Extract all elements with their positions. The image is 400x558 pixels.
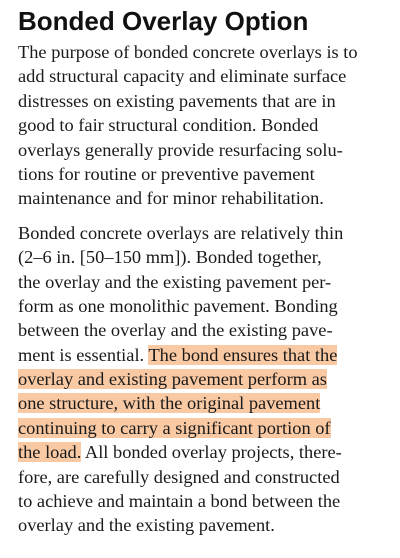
text-line	[18, 343, 388, 367]
plain-text: ment is essential.	[18, 344, 149, 365]
document-page	[18, 4, 388, 538]
text-line: maintenance and for minor rehabilitation.	[18, 188, 324, 209]
text-line: overlays generally provide resurfacing solu-	[18, 139, 343, 160]
paragraph-bonded-thin	[18, 221, 388, 538]
highlighted-text: overlay and existing pavement perform as	[18, 369, 327, 390]
text-line	[18, 391, 388, 415]
highlighted-text: one structure, with the original pavement	[18, 393, 321, 414]
text-line: the overlay and the existing pavement per-	[18, 271, 332, 292]
text-line: form as one monolithic pavement. Bonding	[18, 295, 338, 316]
highlighted-text: continuing to carry a significant portion of	[18, 417, 331, 438]
text-line: between the overlay and the existing pave-	[18, 320, 333, 341]
text-line: to achieve and maintain a bond between the	[18, 491, 341, 512]
highlighted-text: the load.	[18, 442, 82, 463]
paragraph-gap	[18, 211, 388, 221]
text-line: distresses on existing pavements that are in	[18, 90, 336, 111]
text-line: (2–6 in. [50–150 mm]). Bonded together,	[18, 247, 322, 268]
text-line: add structural capacity and eliminate surface	[18, 66, 347, 87]
text-line: good to fair structural condition. Bonded	[18, 115, 319, 136]
text-line	[18, 367, 388, 391]
text-line: The purpose of bonded concrete overlays is to	[18, 42, 358, 62]
section-heading: Bonded Overlay Option	[18, 6, 309, 36]
text-line: overlay and the existing pavement.	[18, 515, 275, 536]
plain-text: All bonded overlay projects, there-	[81, 442, 342, 463]
highlighted-text: The bond ensures that the	[148, 344, 338, 365]
text-line: tions for routine or preventive pavement	[18, 163, 315, 184]
text-line	[18, 440, 388, 464]
text-line	[18, 416, 388, 440]
text-line: Bonded concrete overlays are relatively thin	[18, 222, 344, 243]
text-line: fore, are carefully designed and constructed	[18, 466, 340, 487]
paragraph-purpose	[18, 40, 388, 211]
